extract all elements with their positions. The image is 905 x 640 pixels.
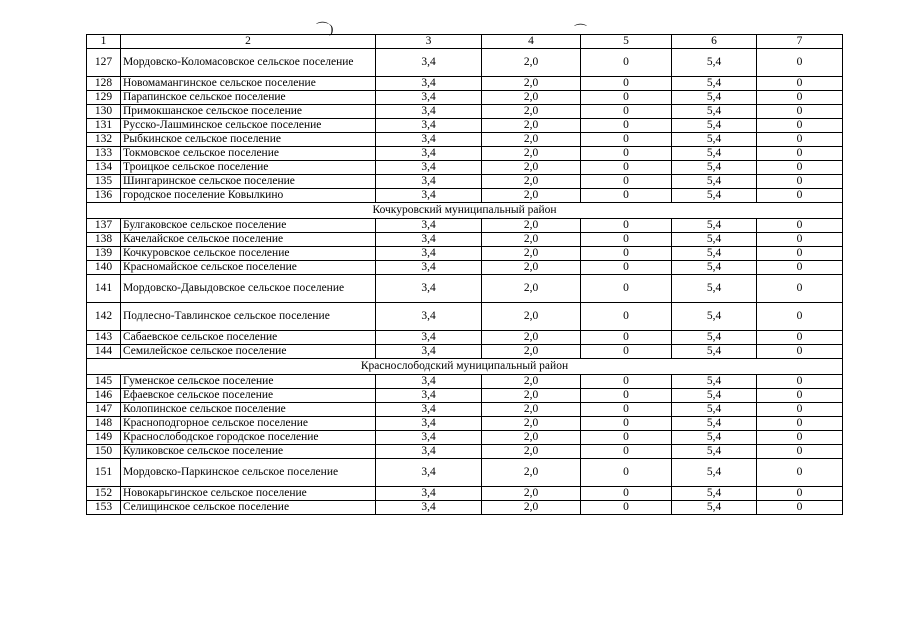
value-cell-col3: 3,4	[376, 91, 482, 105]
value-cell-col4: 2,0	[482, 431, 581, 445]
value-cell-col5: 0	[581, 275, 672, 303]
value-cell-col5: 0	[581, 417, 672, 431]
value-cell-col7: 0	[757, 303, 843, 331]
column-number-7: 7	[757, 35, 843, 49]
value-cell-col6: 5,4	[672, 487, 757, 501]
value-cell-col5: 0	[581, 487, 672, 501]
value-cell-col7: 0	[757, 233, 843, 247]
value-cell-col6: 5,4	[672, 303, 757, 331]
row-number-cell: 132	[87, 133, 121, 147]
value-cell-col4: 2,0	[482, 389, 581, 403]
value-cell-col3: 3,4	[376, 147, 482, 161]
value-cell-col4: 2,0	[482, 105, 581, 119]
row-number-cell: 146	[87, 389, 121, 403]
value-cell-col4: 2,0	[482, 247, 581, 261]
value-cell-col5: 0	[581, 233, 672, 247]
value-cell-col3: 3,4	[376, 219, 482, 233]
value-cell-col4: 2,0	[482, 445, 581, 459]
scan-artifact-mark: ⌒	[574, 23, 588, 38]
value-cell-col4: 2,0	[482, 275, 581, 303]
value-cell-col6: 5,4	[672, 161, 757, 175]
value-cell-col7: 0	[757, 189, 843, 203]
value-cell-col6: 5,4	[672, 233, 757, 247]
settlement-name-cell: Семилейское сельское поселение	[121, 345, 376, 359]
table-row	[87, 119, 843, 133]
district-section-title: Кочкуровский муниципальный район	[87, 203, 843, 219]
value-cell-col5: 0	[581, 161, 672, 175]
value-cell-col6: 5,4	[672, 247, 757, 261]
settlement-name-cell: Новомамангинское сельское поселение	[121, 77, 376, 91]
value-cell-col7: 0	[757, 431, 843, 445]
settlement-name-cell: Новокарьгинское сельское поселение	[121, 487, 376, 501]
settlement-name-cell: Куликовское сельское поселение	[121, 445, 376, 459]
row-number-cell: 133	[87, 147, 121, 161]
row-number-cell: 139	[87, 247, 121, 261]
value-cell-col5: 0	[581, 49, 672, 77]
value-cell-col7: 0	[757, 161, 843, 175]
row-number-cell: 127	[87, 49, 121, 77]
value-cell-col3: 3,4	[376, 445, 482, 459]
value-cell-col3: 3,4	[376, 233, 482, 247]
table-row	[87, 261, 843, 275]
table-body	[87, 35, 843, 515]
settlement-name-cell: Кочкуровское сельское поселение	[121, 247, 376, 261]
column-number-2: 2	[121, 35, 376, 49]
value-cell-col3: 3,4	[376, 431, 482, 445]
value-cell-col6: 5,4	[672, 403, 757, 417]
row-number-cell: 141	[87, 275, 121, 303]
value-cell-col7: 0	[757, 147, 843, 161]
value-cell-col4: 2,0	[482, 189, 581, 203]
table-row	[87, 459, 843, 487]
value-cell-col5: 0	[581, 445, 672, 459]
table-row	[87, 49, 843, 77]
value-cell-col5: 0	[581, 345, 672, 359]
value-cell-col5: 0	[581, 403, 672, 417]
table-row	[87, 375, 843, 389]
value-cell-col5: 0	[581, 303, 672, 331]
value-cell-col6: 5,4	[672, 331, 757, 345]
value-cell-col5: 0	[581, 119, 672, 133]
row-number-cell: 135	[87, 175, 121, 189]
value-cell-col4: 2,0	[482, 175, 581, 189]
value-cell-col7: 0	[757, 91, 843, 105]
value-cell-col4: 2,0	[482, 119, 581, 133]
row-number-cell: 142	[87, 303, 121, 331]
value-cell-col3: 3,4	[376, 275, 482, 303]
value-cell-col6: 5,4	[672, 417, 757, 431]
row-number-cell: 145	[87, 375, 121, 389]
row-number-cell: 137	[87, 219, 121, 233]
value-cell-col6: 5,4	[672, 501, 757, 515]
row-number-cell: 129	[87, 91, 121, 105]
value-cell-col7: 0	[757, 375, 843, 389]
value-cell-col6: 5,4	[672, 389, 757, 403]
settlement-name-cell: Колопинское сельское поселение	[121, 403, 376, 417]
value-cell-col3: 3,4	[376, 175, 482, 189]
settlement-name-cell: Гуменское сельское поселение	[121, 375, 376, 389]
value-cell-col7: 0	[757, 501, 843, 515]
value-cell-col7: 0	[757, 219, 843, 233]
value-cell-col3: 3,4	[376, 261, 482, 275]
value-cell-col4: 2,0	[482, 417, 581, 431]
table-row	[87, 431, 843, 445]
value-cell-col5: 0	[581, 147, 672, 161]
settlement-name-cell: Мордовско-Коломасовское сельское поселение	[121, 49, 376, 77]
row-number-cell: 128	[87, 77, 121, 91]
column-number-1: 1	[87, 35, 121, 49]
value-cell-col7: 0	[757, 487, 843, 501]
value-cell-col3: 3,4	[376, 375, 482, 389]
table-row	[87, 345, 843, 359]
value-cell-col6: 5,4	[672, 375, 757, 389]
value-cell-col4: 2,0	[482, 403, 581, 417]
value-cell-col3: 3,4	[376, 119, 482, 133]
value-cell-col7: 0	[757, 77, 843, 91]
value-cell-col5: 0	[581, 77, 672, 91]
settlement-name-cell: Булгаковское сельское поселение	[121, 219, 376, 233]
row-number-cell: 138	[87, 233, 121, 247]
settlement-name-cell: Мордовско-Паркинское сельское поселение	[121, 459, 376, 487]
value-cell-col6: 5,4	[672, 431, 757, 445]
district-section-title: Краснослободский муниципальный район	[87, 359, 843, 375]
value-cell-col7: 0	[757, 445, 843, 459]
settlement-name-cell: Примокшанское сельское поселение	[121, 105, 376, 119]
value-cell-col6: 5,4	[672, 147, 757, 161]
value-cell-col3: 3,4	[376, 77, 482, 91]
value-cell-col6: 5,4	[672, 219, 757, 233]
value-cell-col6: 5,4	[672, 77, 757, 91]
value-cell-col3: 3,4	[376, 247, 482, 261]
value-cell-col6: 5,4	[672, 49, 757, 77]
settlement-name-cell: Парапинское сельское поселение	[121, 91, 376, 105]
value-cell-col7: 0	[757, 49, 843, 77]
table-row	[87, 233, 843, 247]
value-cell-col6: 5,4	[672, 445, 757, 459]
table-row	[87, 189, 843, 203]
value-cell-col4: 2,0	[482, 49, 581, 77]
settlement-name-cell: Ефаевское сельское поселение	[121, 389, 376, 403]
row-number-cell: 134	[87, 161, 121, 175]
row-number-cell: 152	[87, 487, 121, 501]
value-cell-col6: 5,4	[672, 261, 757, 275]
table-row	[87, 175, 843, 189]
value-cell-col4: 2,0	[482, 133, 581, 147]
value-cell-col5: 0	[581, 219, 672, 233]
row-number-cell: 149	[87, 431, 121, 445]
row-number-cell: 153	[87, 501, 121, 515]
value-cell-col7: 0	[757, 459, 843, 487]
value-cell-col6: 5,4	[672, 175, 757, 189]
value-cell-col7: 0	[757, 345, 843, 359]
table-row	[87, 487, 843, 501]
value-cell-col3: 3,4	[376, 487, 482, 501]
value-cell-col3: 3,4	[376, 403, 482, 417]
value-cell-col3: 3,4	[376, 189, 482, 203]
value-cell-col3: 3,4	[376, 417, 482, 431]
value-cell-col4: 2,0	[482, 459, 581, 487]
table-row	[87, 147, 843, 161]
table-row	[87, 91, 843, 105]
settlement-name-cell: городское поселение Ковылкино	[121, 189, 376, 203]
value-cell-col4: 2,0	[482, 219, 581, 233]
row-number-cell: 136	[87, 189, 121, 203]
column-number-4: 4	[482, 35, 581, 49]
table-row	[87, 403, 843, 417]
value-cell-col6: 5,4	[672, 105, 757, 119]
table-row	[87, 77, 843, 91]
settlement-name-cell: Селищинское сельское поселение	[121, 501, 376, 515]
value-cell-col6: 5,4	[672, 189, 757, 203]
value-cell-col5: 0	[581, 133, 672, 147]
value-cell-col5: 0	[581, 501, 672, 515]
value-cell-col4: 2,0	[482, 261, 581, 275]
table-row	[87, 389, 843, 403]
value-cell-col4: 2,0	[482, 161, 581, 175]
district-section-row	[87, 359, 843, 375]
row-number-cell: 150	[87, 445, 121, 459]
row-number-cell: 147	[87, 403, 121, 417]
value-cell-col3: 3,4	[376, 49, 482, 77]
column-number-6: 6	[672, 35, 757, 49]
value-cell-col7: 0	[757, 389, 843, 403]
value-cell-col5: 0	[581, 375, 672, 389]
value-cell-col3: 3,4	[376, 345, 482, 359]
table-row	[87, 161, 843, 175]
settlement-name-cell: Шингаринское сельское поселение	[121, 175, 376, 189]
value-cell-col3: 3,4	[376, 161, 482, 175]
row-number-cell: 130	[87, 105, 121, 119]
value-cell-col6: 5,4	[672, 133, 757, 147]
value-cell-col4: 2,0	[482, 233, 581, 247]
district-section-row	[87, 203, 843, 219]
value-cell-col4: 2,0	[482, 331, 581, 345]
value-cell-col7: 0	[757, 403, 843, 417]
row-number-cell: 144	[87, 345, 121, 359]
value-cell-col3: 3,4	[376, 501, 482, 515]
value-cell-col4: 2,0	[482, 375, 581, 389]
value-cell-col5: 0	[581, 389, 672, 403]
table-row	[87, 219, 843, 233]
value-cell-col7: 0	[757, 119, 843, 133]
value-cell-col5: 0	[581, 91, 672, 105]
value-cell-col7: 0	[757, 105, 843, 119]
settlement-name-cell: Красномайское сельское поселение	[121, 261, 376, 275]
table-row	[87, 445, 843, 459]
value-cell-col4: 2,0	[482, 345, 581, 359]
row-number-cell: 131	[87, 119, 121, 133]
settlement-name-cell: Троицкое сельское поселение	[121, 161, 376, 175]
value-cell-col5: 0	[581, 105, 672, 119]
value-cell-col3: 3,4	[376, 133, 482, 147]
value-cell-col5: 0	[581, 459, 672, 487]
value-cell-col4: 2,0	[482, 91, 581, 105]
value-cell-col5: 0	[581, 247, 672, 261]
value-cell-col7: 0	[757, 247, 843, 261]
table-row	[87, 247, 843, 261]
value-cell-col7: 0	[757, 261, 843, 275]
value-cell-col5: 0	[581, 331, 672, 345]
value-cell-col4: 2,0	[482, 147, 581, 161]
value-cell-col7: 0	[757, 175, 843, 189]
value-cell-col6: 5,4	[672, 275, 757, 303]
settlement-name-cell: Токмовское сельское поселение	[121, 147, 376, 161]
settlement-name-cell: Сабаевское сельское поселение	[121, 331, 376, 345]
settlement-name-cell: Подлесно-Тавлинское сельское поселение	[121, 303, 376, 331]
settlements-table	[86, 34, 843, 515]
column-number-3: 3	[376, 35, 482, 49]
row-number-cell: 151	[87, 459, 121, 487]
value-cell-col3: 3,4	[376, 389, 482, 403]
value-cell-col4: 2,0	[482, 501, 581, 515]
settlement-name-cell: Качелайское сельское поселение	[121, 233, 376, 247]
scan-artifact-mark: ⌒)	[316, 21, 334, 36]
column-number-header-row	[87, 35, 843, 49]
table-row	[87, 501, 843, 515]
settlement-name-cell: Мордовско-Давыдовское сельское поселение	[121, 275, 376, 303]
settlement-name-cell: Рыбкинское сельское поселение	[121, 133, 376, 147]
value-cell-col5: 0	[581, 189, 672, 203]
value-cell-col4: 2,0	[482, 303, 581, 331]
value-cell-col7: 0	[757, 331, 843, 345]
settlement-name-cell: Красноподгорное сельское поселение	[121, 417, 376, 431]
table-row	[87, 303, 843, 331]
value-cell-col7: 0	[757, 133, 843, 147]
table-row	[87, 417, 843, 431]
value-cell-col5: 0	[581, 175, 672, 189]
table-row	[87, 275, 843, 303]
value-cell-col6: 5,4	[672, 119, 757, 133]
value-cell-col3: 3,4	[376, 331, 482, 345]
table-row	[87, 133, 843, 147]
value-cell-col5: 0	[581, 431, 672, 445]
table-row	[87, 331, 843, 345]
row-number-cell: 143	[87, 331, 121, 345]
value-cell-col6: 5,4	[672, 459, 757, 487]
value-cell-col7: 0	[757, 417, 843, 431]
settlement-name-cell: Краснослободское городское поселение	[121, 431, 376, 445]
value-cell-col6: 5,4	[672, 91, 757, 105]
table-row	[87, 105, 843, 119]
row-number-cell: 148	[87, 417, 121, 431]
value-cell-col3: 3,4	[376, 105, 482, 119]
value-cell-col3: 3,4	[376, 459, 482, 487]
row-number-cell: 140	[87, 261, 121, 275]
settlement-name-cell: Русско-Лашминское сельское поселение	[121, 119, 376, 133]
value-cell-col4: 2,0	[482, 487, 581, 501]
value-cell-col4: 2,0	[482, 77, 581, 91]
column-number-5: 5	[581, 35, 672, 49]
value-cell-col3: 3,4	[376, 303, 482, 331]
value-cell-col7: 0	[757, 275, 843, 303]
value-cell-col6: 5,4	[672, 345, 757, 359]
value-cell-col5: 0	[581, 261, 672, 275]
